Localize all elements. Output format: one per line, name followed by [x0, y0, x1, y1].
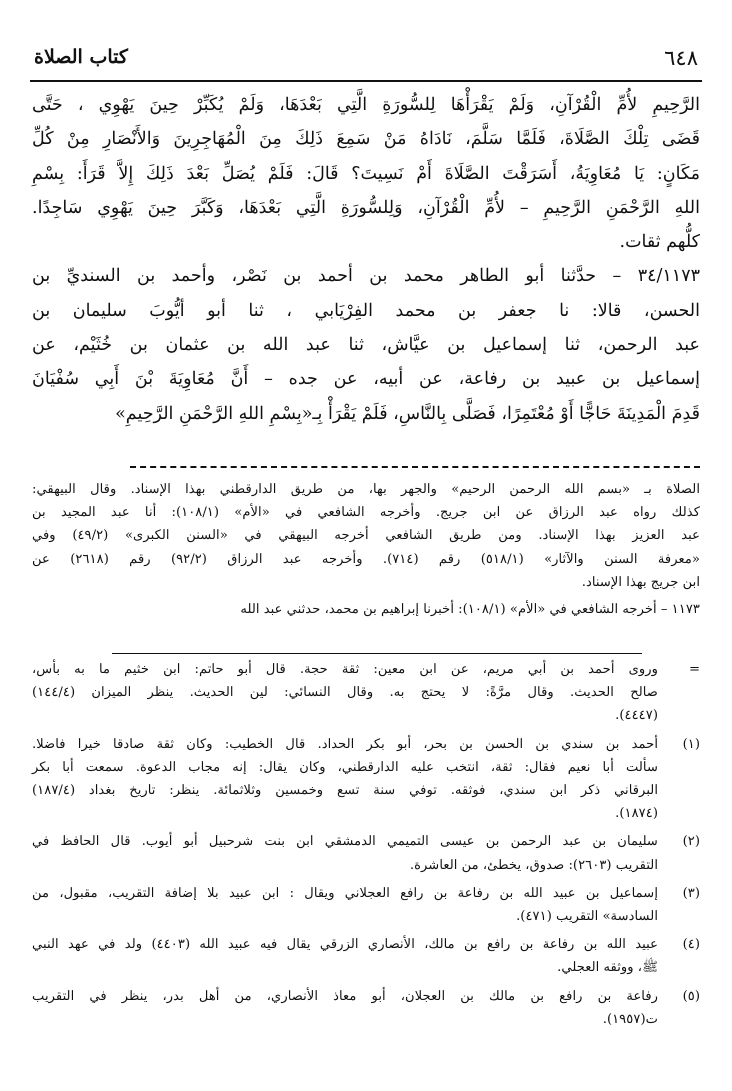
footnote-line: وروى أحمد بن أبي مريم، عن ابن معين: ثقة حجة. قال أبو حاتم: ابن خثيم ما به بأس، [32, 662, 658, 677]
footnote-line: سألت أبا نعيم فقال: ثقة، انتخب عليه الدارقطني، وكان يقال: إنه مجاب الدعوة. سمعت أبا بكر [32, 759, 658, 775]
footnote-line: ﷺ، ووثقه العجلي. [557, 960, 658, 976]
footnote-line: السادسة» التقريب (٤٧١). [516, 909, 658, 925]
footnote-1 [32, 733, 702, 826]
footnote-marker: (٥) [682, 988, 700, 1004]
text-line: مَكَانٍ: يَا مُعَاوِيَةُ، أَسَرَقْتَ الصَّلَاةَ أَمْ نَسِيتَ؟ قَالَ: فَلَمْ يُصَلِّ بَعْدَ ذَلِكَ إِلاَّ قَرَأَ: بِسْمِ [32, 163, 700, 184]
footnote-marker: (٣) [682, 885, 700, 901]
footnotes [32, 658, 702, 1036]
running-title: كتاب الصلاة [34, 46, 128, 68]
footnote-continued [32, 658, 702, 728]
page-header [30, 46, 702, 80]
text-line: الرَّحِيمِ لأُمِّ الْقُرْآنِ، وَلَمْ يَقْرَأْهَا لِلسُّورَةِ الَّتِي بَعْدَهَا، وَلَمْ يُكَبِّرْ حِينَ يَهْوِي ، حَتَّى [32, 95, 700, 115]
header-rule [30, 80, 702, 82]
text-line: اللهِ الرَّحْمَنِ الرَّحِيمِ – لأُمِّ الْقُرْآنِ، وَلِلسُّورَةِ الَّتِي بَعْدَهَا، وَكَبَّرَ حِينَ يَهْوِي سَاجِدًا. [32, 197, 700, 218]
footnote-line: رفاعة بن رافع بن مالك بن العجلان، أبو معاذ الأنصاري، من أهل بدر، ينظر في التقريب [32, 988, 658, 1004]
text-line: كلُّهم ثقات. [619, 232, 700, 253]
text-line: ٣٤/١١٧٣ – حدَّثنا أبو الطاهر محمد بن أحمد بن نَصْر، وأحمد بن السنديِّ بن [32, 266, 700, 287]
footnote-line: ت(١٩٥٧). [602, 1011, 658, 1027]
dashed-separator [130, 466, 700, 468]
footnote-line: (٤٤٤٧). [615, 708, 658, 724]
footnote-5 [32, 985, 702, 1031]
note-line: عبد العزيز بهذا الإسناد. ومن طريق الشافعي أخرجه البيهقي في «السنن الكبرى» (٤٩/٢) وفي [32, 528, 700, 544]
footnote-marker: (٤) [682, 937, 700, 953]
text-line: قَدِمَ الْمَدِينَةَ حَاجًّا أَوْ مُعْتَمِرًا، فَصَلَّى بِالنَّاسِ، فَلَمْ يَقْرَأْ بِـ«بِسْمِ اللهِ الرَّحْمَنِ الرَّحِيمِ» [115, 403, 700, 424]
page-number: ٦٤٨ [664, 46, 698, 70]
text-line [32, 362, 700, 396]
footnote-line: سليمان بن عبد الرحمن بن عيسى التميمي الدمشقي ابن بنت شرحبيل أبو أيوب. قال الحافظ في [32, 834, 658, 850]
note-line: «معرفة السنن والآثار» (٥١٨/١) رقم (٧١٤). وأخرجه عبد الرزاق (٩٢/٢) رقم (٢٦١٨) عن [32, 551, 701, 567]
text-line [32, 294, 700, 328]
footnote-line: أحمد بن سندي بن الحسن بن بحر، أبو بكر الحداد. قال الخطيب: وكان ثقة صادقا خيرا فاضلا. [32, 736, 658, 752]
footnote-4 [32, 933, 702, 979]
text-line [32, 328, 700, 362]
note-line: كذلك رواه عبد الرزاق عن ابن جريج. وأخرجه الشافعي في «الأم» (١٠٨/١): أنا عبد المجيد بن [32, 505, 700, 521]
footnote-3 [32, 882, 702, 928]
footnote-marker: (١) [682, 736, 700, 752]
text-segment: الحسن، قالا: نا جعفر بن محمد الفِرْيَابي ، ثنا أبو أيُّوبَ سليمان بن [32, 300, 700, 321]
takhrij-notes [32, 478, 700, 621]
note-line: ابن جريج بهذا الإسناد. [581, 574, 700, 590]
text-segment: إسماعيل بن عبيد بن رفاعة، عن أبيه، عن جده – أَنَّ مُعَاوِيَةَ بْنَ أَبِي سُفْيَانَ [32, 369, 700, 390]
footnote-line: (١٨٧٤). [615, 806, 658, 822]
footnote-line: التقريب (٢٦٠٣): صدوق، يخطئ، من العاشرة. [409, 857, 658, 873]
footnote-separator [112, 653, 642, 654]
footnote-line: البرقاني ذكر ابن سندي، فوثقه. توفي سنة تسع وخمسين وثلاثمائة. ينظر: تاريخ بغداد (١٨٧/٤) [32, 783, 658, 799]
footnote-line: صالح الحديث. وقال مرَّةً: لا يحتج به. وقال النسائي: لين الحديث. ينظر الميزان (١٤٤/٤) [32, 685, 658, 701]
footnote-2 [32, 830, 702, 876]
footnote-line: عبيد الله بن رفاعة بن رافع بن مالك، الأنصاري الزرقي يقال فيه عبيد الله (٤٤٠٣) ولد في عهد النبي [32, 937, 658, 953]
text-line: قَضَى تِلْكَ الصَّلَاةَ، فَلَمَّا سَلَّمَ، نَادَاهُ مَنْ سَمِعَ ذَلِكَ مِنَ الْمُهَاجِرِينَ وَالأَنْصَارِ مِنْ كُلِّ [32, 129, 700, 150]
footnote-marker: = [688, 662, 700, 677]
note-line: ١١٧٣ – أخرجه الشافعي في «الأم» (١٠٨/١): أخبرنا إبراهيم بن محمد، حدثني عبد الله [240, 602, 700, 618]
footnote-marker: (٢) [682, 834, 700, 850]
footnote-line: إسماعيل بن عبيد الله بن رفاعة بن رافع العجلاني ويقال : ابن عبيد بلا إضافة التقريب، مقبول، من [32, 885, 658, 901]
text-segment: عبد الرحمن، ثنا إسماعيل بن عيَّاش، ثنا عبد الله بن عثمان بن خُثَيْم، عن [32, 335, 700, 356]
hadith-paragraph [32, 259, 700, 430]
main-text [32, 88, 700, 431]
note-line: الصلاة بـ «بسم الله الرحمن الرحيم» والجهر بها، من طريق الدارقطني بهذا الإسناد. وقال البيهقي: [32, 482, 700, 497]
